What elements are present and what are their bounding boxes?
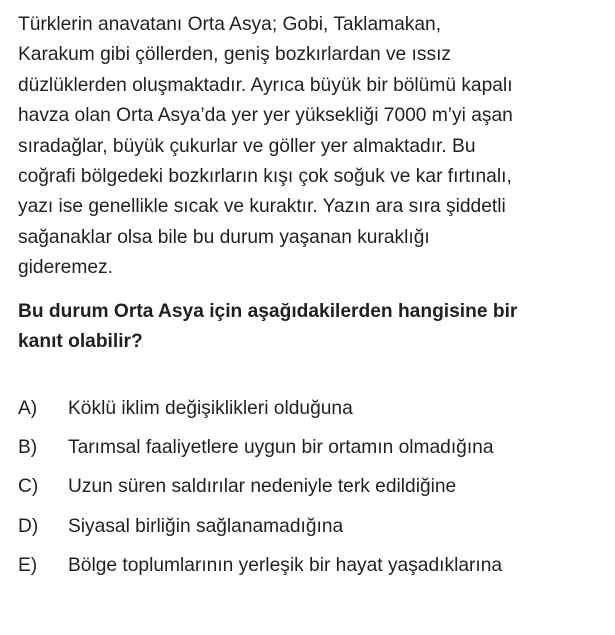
- option-e[interactable]: [18, 546, 612, 585]
- option-letter: A): [18, 397, 38, 419]
- passage-text: [18, 10, 612, 284]
- question-line: kanıt olabilir?: [18, 330, 143, 352]
- option-a[interactable]: [18, 389, 612, 428]
- question-stem: [18, 297, 612, 357]
- passage-line: sıradağlar, büyük çukurlar ve göller yer almaktadır. Bu: [18, 135, 476, 157]
- option-text: Köklü iklim değişiklikleri olduğuna: [68, 397, 353, 419]
- option-text: Uzun süren saldırılar nedeniyle terk edildiğine: [68, 476, 457, 498]
- question-page: [18, 10, 612, 585]
- question-line: Bu durum Orta Asya için aşağıdakilerden hangisine bir: [18, 300, 518, 322]
- passage-line: düzlüklerden oluşmaktadır. Ayrıca büyük bir bölümü kapalı: [18, 74, 513, 96]
- option-d[interactable]: [18, 507, 612, 546]
- option-b[interactable]: [18, 428, 612, 467]
- option-text: Tarımsal faaliyetlere uygun bir ortamın olmadığına: [68, 436, 494, 458]
- option-c[interactable]: [18, 467, 612, 506]
- option-letter: E): [18, 555, 38, 577]
- passage-line: gideremez.: [18, 257, 113, 279]
- option-text: Bölge toplumlarının yerleşik bir hayat yaşadıklarına: [68, 555, 503, 577]
- passage-line: yazı ise genellikle sıcak ve kuraktır. Yazın ara sıra şiddetli: [18, 196, 506, 218]
- option-text: Siyasal birliğin sağlanamadığına: [68, 515, 344, 537]
- passage-line: coğrafi bölgedeki bozkırların kışı çok soğuk ve kar fırtınalı,: [18, 165, 512, 187]
- passage-line: sağanaklar olsa bile bu durum yaşanan kuraklığı: [18, 226, 430, 248]
- option-letter: C): [18, 476, 39, 498]
- option-letter: B): [18, 436, 38, 458]
- passage-line: Türklerin anavatanı Orta Asya; Gobi, Taklamakan,: [18, 14, 442, 35]
- passage-line: havza olan Orta Asya’da yer yer yüksekliği 7000 m’yi aşan: [18, 105, 513, 127]
- passage-line: Karakum gibi çöllerden, geniş bozkırlardan ve ıssız: [18, 44, 451, 66]
- option-letter: D): [18, 515, 39, 537]
- answer-options: [18, 389, 612, 586]
